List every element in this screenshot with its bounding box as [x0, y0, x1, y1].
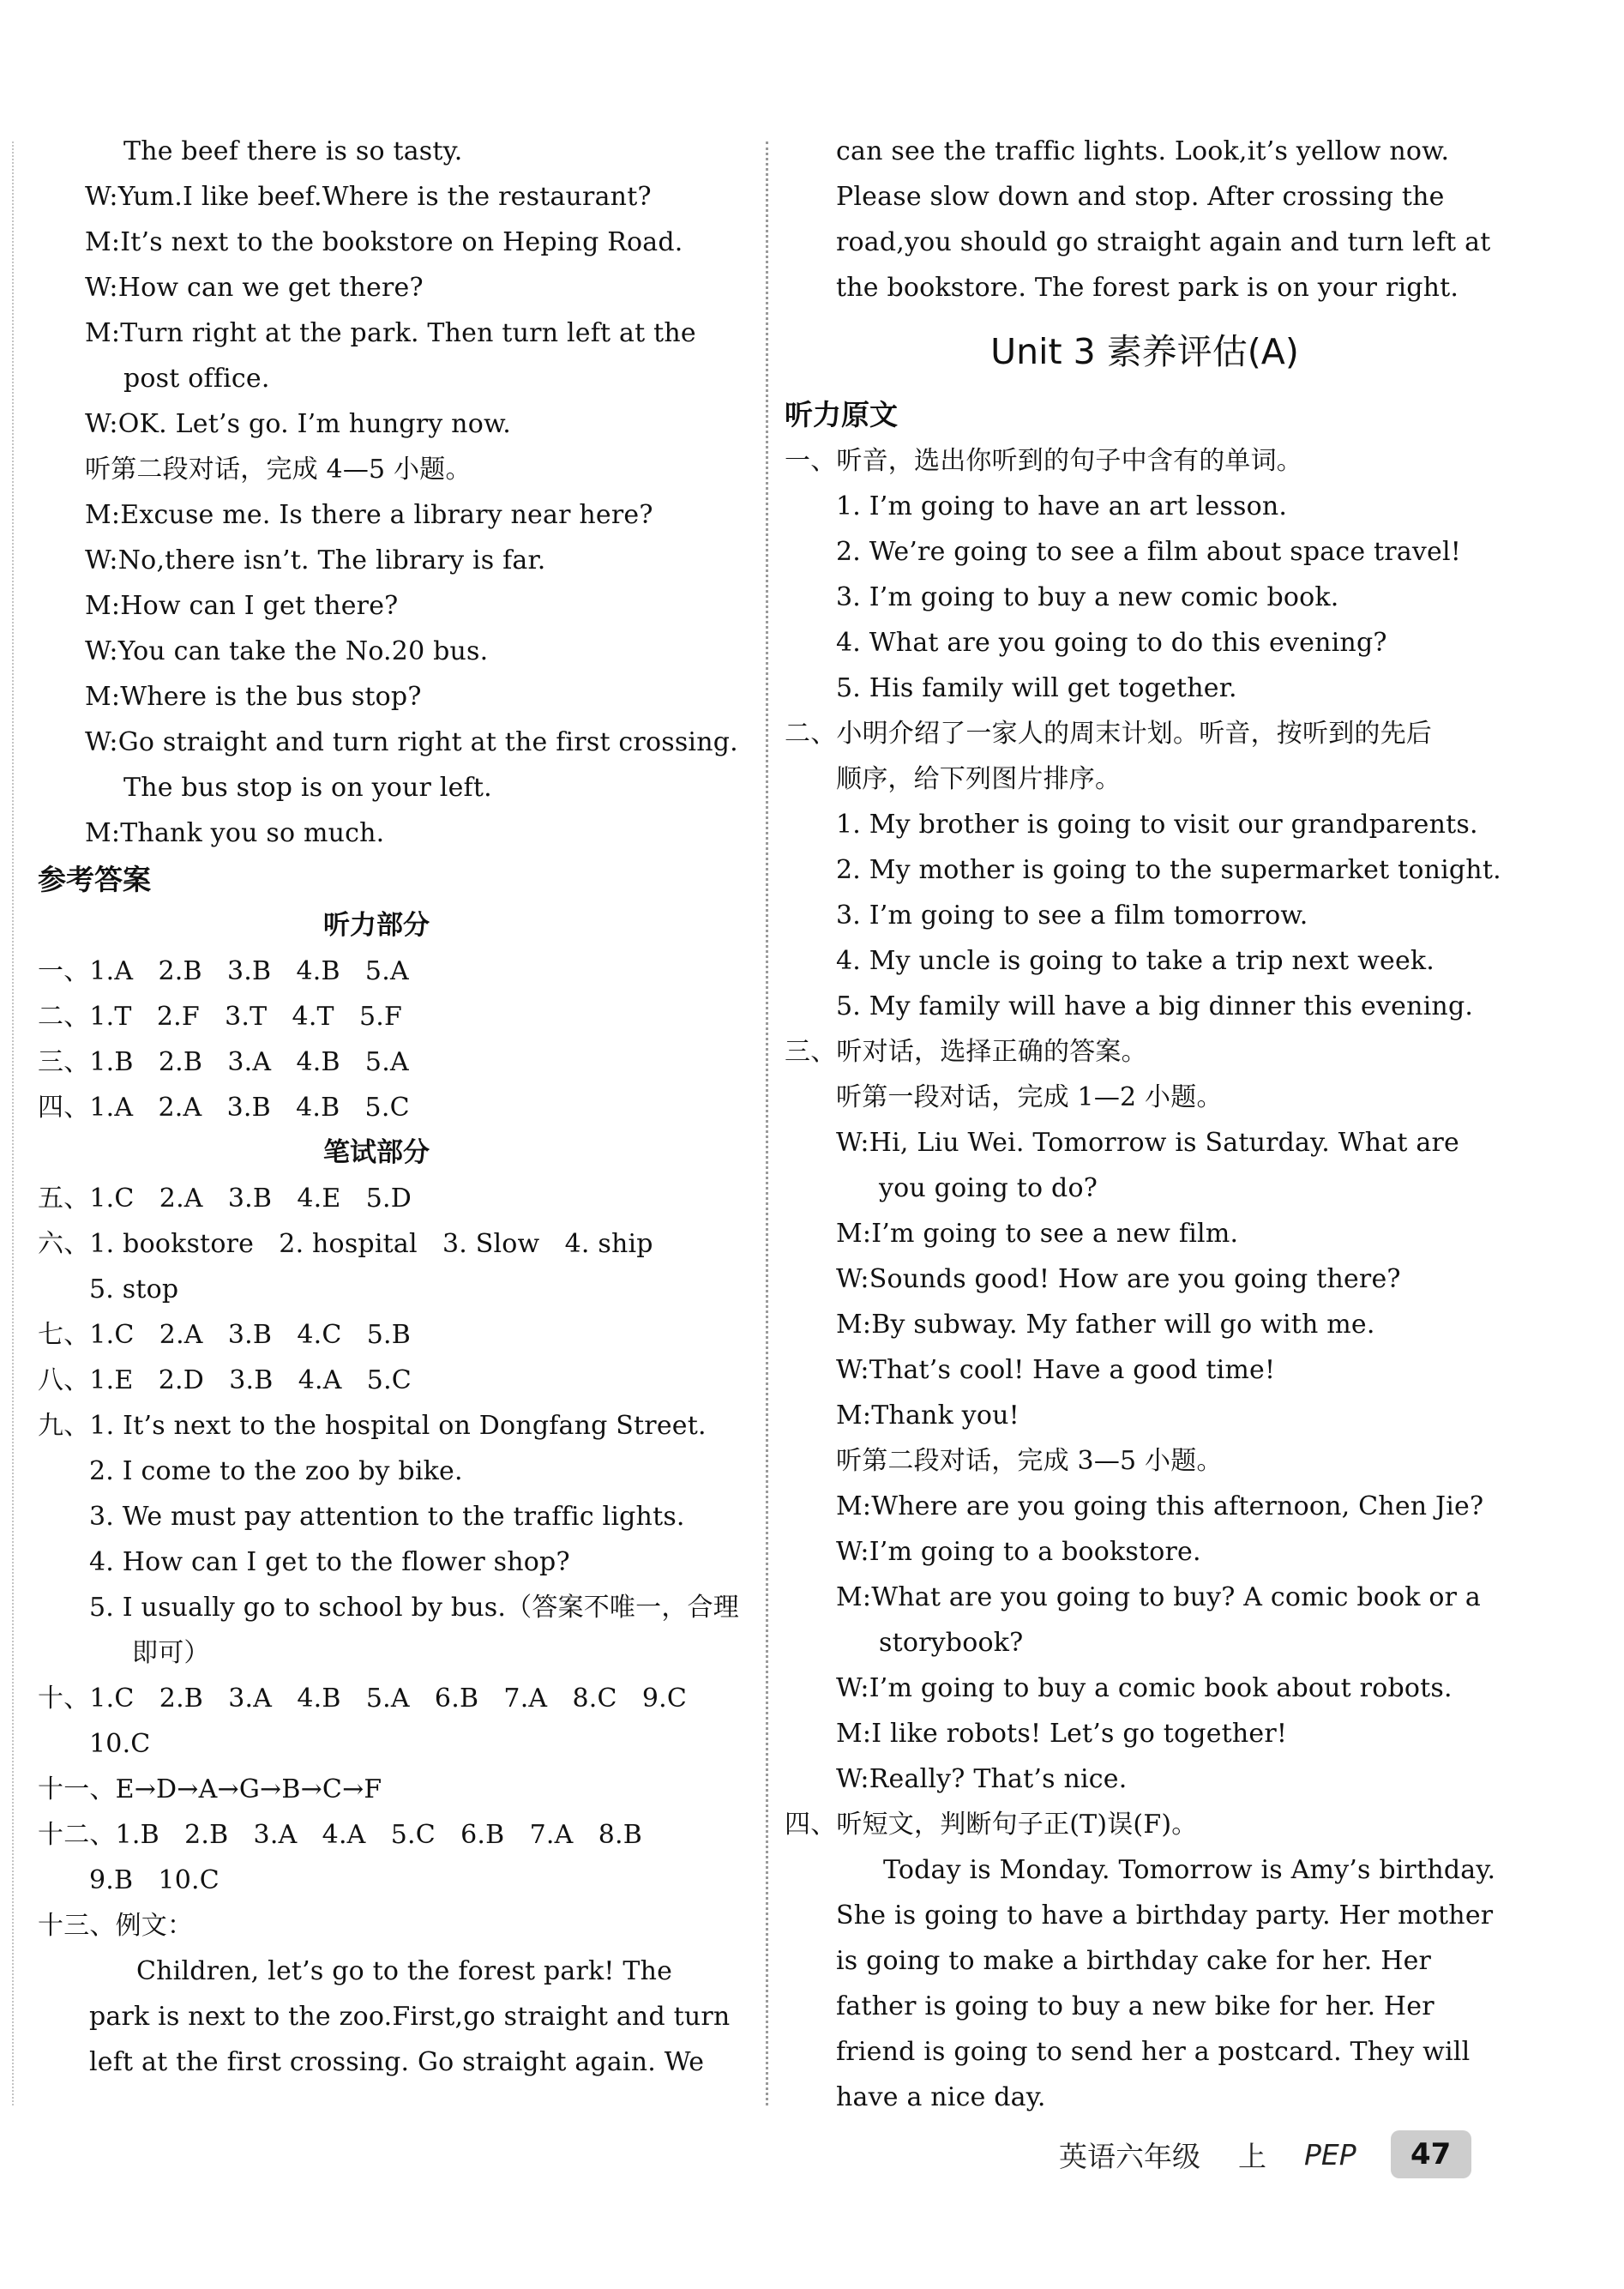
dialogue-line: post office. — [123, 364, 270, 394]
answer-line: 5. stop — [89, 1274, 179, 1304]
answer-line: 十二、1.B 2.B 3.A 4.A 5.C 6.B 7.A 8.B — [38, 1820, 642, 1850]
footer-edition: PEP — [1304, 2137, 1356, 2172]
essay-line: the bookstore. The forest park is on your right. — [836, 273, 1459, 303]
dialogue-instruction: 听第二段对话，完成 3—5 小题。 — [836, 1446, 1223, 1476]
answer-line: 八、1.E 2.D 3.B 4.A 5.C — [38, 1365, 412, 1395]
dialogue-line: W:OK. Let’s go. I’m hungry now. — [85, 409, 512, 439]
page-footer — [1059, 2129, 1471, 2180]
answer-line: 4. How can I get to the flower shop? — [89, 1547, 570, 1577]
dialogue-instruction: 听第一段对话，完成 1—2 小题。 — [836, 1082, 1223, 1112]
dialogue-line: W:Yum.I like beef.Where is the restaurant? — [85, 182, 652, 212]
section-title: 二、小明介绍了一家人的周末计划。听音，按听到的先后 — [785, 719, 1432, 749]
passage-line: friend is going to send her a postcard. They will — [836, 2037, 1471, 2067]
dialogue-line: W:Sounds good! How are you going there? — [836, 1264, 1401, 1294]
right-column — [785, 129, 1505, 2120]
answer-line: 六、1. bookstore 2. hospital 3. Slow 4. ship — [38, 1229, 653, 1259]
dialogue-tail — [38, 129, 749, 856]
dialogue-line: M:Where are you going this afternoon, Chen Jie? — [836, 1491, 1484, 1521]
answer-line: 一、1.A 2.B 3.B 4.B 5.A — [38, 956, 409, 986]
section-1 — [785, 438, 1505, 711]
essay-line: Children, let’s go to the forest park! The — [136, 1956, 673, 1986]
answer-line: 10.C — [89, 1729, 151, 1759]
transcript-item: 3. I’m going to buy a new comic book. — [836, 582, 1339, 612]
left-column — [38, 129, 749, 2085]
dialogue-instruction: 听第二段对话，完成 4—5 小题。 — [85, 455, 472, 485]
answer-line: 十一、E→D→A→G→B→C→F — [38, 1774, 382, 1804]
dialogue-line: W:I’m going to a bookstore. — [836, 1537, 1201, 1567]
dialogue-line: storybook? — [879, 1628, 1024, 1658]
binding-edge-dots — [12, 142, 14, 2105]
answer-line: 三、1.B 2.B 3.A 4.B 5.A — [38, 1047, 409, 1077]
section-title: 三、听对话，选择正确的答案。 — [785, 1037, 1147, 1067]
passage-line: She is going to have a birthday party. Her mother — [836, 1900, 1494, 1931]
passage-line: is going to make a birthday cake for her. Her — [836, 1946, 1432, 1976]
section-3 — [785, 1029, 1505, 1802]
unit-title: Unit 3 素养评估(A) — [990, 331, 1299, 372]
answer-line: 二、1.T 2.F 3.T 4.T 5.F — [38, 1002, 403, 1032]
dialogue-line: M:Thank you so much. — [85, 818, 385, 848]
dialogue-line: W:How can we get there? — [85, 273, 424, 303]
answer-line: 十三、例文： — [38, 1911, 194, 1941]
answer-line: 九、1. It’s next to the hospital on Dongfang Street. — [38, 1411, 707, 1441]
page-number-badge: 47 — [1391, 2130, 1471, 2178]
dialogue-line: M:Excuse me. Is there a library near here? — [85, 500, 653, 530]
dialogue-line: M:Where is the bus stop? — [85, 682, 422, 712]
dialogue-line: W:That’s cool! Have a good time! — [836, 1355, 1276, 1385]
dialogue-line: The bus stop is on your left. — [123, 773, 492, 803]
dialogue-line: M:Thank you! — [836, 1401, 1020, 1431]
dialogue-line: M:I’m going to see a new film. — [836, 1219, 1239, 1249]
column-divider — [766, 142, 768, 2105]
answer-line: 5. I usually go to school by bus.（答案不唯一，合理 — [89, 1593, 739, 1623]
dialogue-line: you going to do? — [879, 1173, 1098, 1203]
answer-line: 七、1.C 2.A 3.B 4.C 5.B — [38, 1320, 412, 1350]
answers-heading: 参考答案 — [38, 863, 151, 896]
dialogue-line: M:I like robots! Let’s go together! — [836, 1719, 1288, 1749]
transcript-heading: 听力原文 — [785, 398, 898, 431]
listening-answers — [38, 949, 749, 1130]
dialogue-line: The beef there is so tasty. — [123, 136, 463, 166]
dialogue-line: W:Really? That’s nice. — [836, 1764, 1128, 1794]
essay-line: Please slow down and stop. After crossing the — [836, 182, 1445, 212]
dialogue-line: W:Go straight and turn right at the first crossing. — [85, 727, 738, 757]
section-4 — [785, 1802, 1505, 2120]
answer-line: 2. I come to the zoo by bike. — [89, 1456, 463, 1486]
dialogue-line: M:How can I get there? — [85, 591, 399, 621]
transcript-item: 4. What are you going to do this evening? — [836, 628, 1387, 658]
footer-volume: 上 — [1238, 2139, 1266, 2173]
dialogue-line: M:What are you going to buy? A comic book or a — [836, 1582, 1482, 1612]
section-2 — [785, 711, 1505, 1029]
passage-line: father is going to buy a new bike for her. Her — [836, 1991, 1435, 2021]
section-title: 一、听音，选出你听到的句子中含有的单词。 — [785, 446, 1302, 476]
transcript-item: 5. My family will have a big dinner this evening. — [836, 991, 1474, 1021]
footer-grade: 英语六年级 — [1059, 2139, 1200, 2173]
dialogue-line: W:No,there isn’t. The library is far. — [85, 545, 546, 575]
section-title: 四、听短文，判断句子正(T)误(F)。 — [785, 1810, 1198, 1840]
transcript-item: 5. His family will get together. — [836, 673, 1237, 703]
essay-line: park is next to the zoo.First,go straight and turn — [89, 2002, 731, 2032]
transcript-item: 2. We’re going to see a film about space travel! — [836, 537, 1462, 567]
section-title-cont: 顺序，给下列图片排序。 — [836, 764, 1122, 794]
transcript-item: 4. My uncle is going to take a trip next week. — [836, 946, 1435, 976]
answer-line: 9.B 10.C — [89, 1865, 220, 1895]
transcript-item: 2. My mother is going to the supermarket tonight. — [836, 855, 1501, 885]
listening-heading: 听力部分 — [323, 910, 430, 941]
dialogue-line: W:You can take the No.20 bus. — [85, 636, 489, 666]
answer-line: 即可） — [132, 1638, 210, 1668]
dialogue-line: M:It’s next to the bookstore on Heping Road. — [85, 227, 683, 257]
transcript-item: 1. I’m going to have an art lesson. — [836, 491, 1288, 521]
dialogue-line: M:Turn right at the park. Then turn left at the — [85, 318, 696, 348]
essay-line: left at the first crossing. Go straight again. We — [89, 2047, 705, 2077]
essay-line: road,you should go straight again and turn left at — [836, 227, 1491, 257]
passage-line: have a nice day. — [836, 2082, 1046, 2112]
transcript-item: 3. I’m going to see a film tomorrow. — [836, 901, 1308, 931]
answer-line: 十、1.C 2.B 3.A 4.B 5.A 6.B 7.A 8.C 9.C — [38, 1684, 688, 1714]
written-heading: 笔试部分 — [323, 1137, 430, 1168]
passage-line: Today is Monday. Tomorrow is Amy’s birthday. — [883, 1855, 1496, 1885]
transcript-item: 1. My brother is going to visit our grandparents. — [836, 810, 1478, 840]
essay-line: can see the traffic lights. Look,it’s yellow now. — [836, 136, 1450, 166]
written-answers — [38, 1176, 749, 2085]
essay-tail — [785, 129, 1505, 310]
dialogue-line: W:Hi, Liu Wei. Tomorrow is Saturday. What are — [836, 1128, 1459, 1158]
dialogue-line: W:I’m going to buy a comic book about robots. — [836, 1673, 1453, 1703]
answer-line: 五、1.C 2.A 3.B 4.E 5.D — [38, 1184, 412, 1214]
dialogue-line: M:By subway. My father will go with me. — [836, 1310, 1375, 1340]
answer-line: 四、1.A 2.A 3.B 4.B 5.C — [38, 1093, 410, 1123]
answer-line: 3. We must pay attention to the traffic lights. — [89, 1502, 685, 1532]
